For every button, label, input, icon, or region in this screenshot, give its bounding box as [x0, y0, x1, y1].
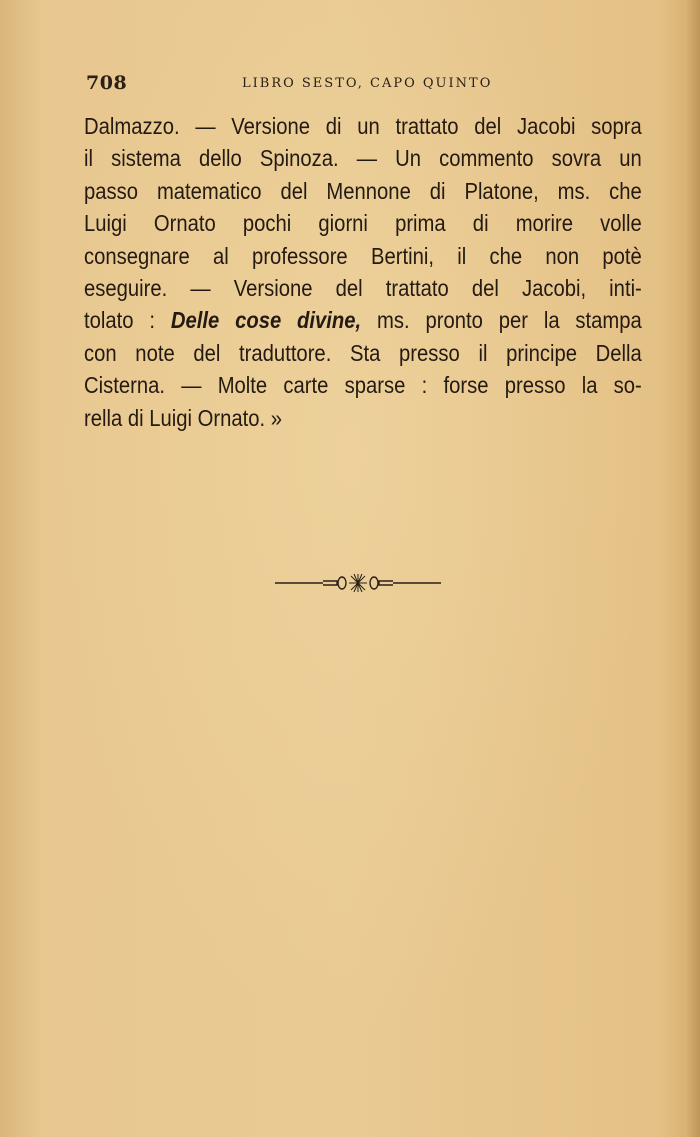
text-line: Luigi Ornato pochi giorni prima di morire volle — [84, 210, 642, 237]
running-head: LIBRO SESTO, CAPO QUINTO — [242, 76, 493, 91]
text-line: eseguire. — Versione del trattato del Jacobi, inti- — [84, 275, 642, 302]
text-segment: tolato : — [84, 307, 171, 334]
page-edge-shadow — [686, 0, 700, 1137]
text-line: passo matematico del Mennone di Platone, ms. che — [84, 177, 642, 204]
text-line: Dalmazzo. — Versione di un trattato del Jacobi sopra — [84, 113, 642, 139]
text-line: con note del traduttore. Sta presso il principe Della — [84, 339, 642, 366]
page-number: 708 — [86, 72, 128, 94]
text-line: il sistema dello Spinoza. — Un commento sovra un — [84, 145, 642, 172]
text-segment: ms. pronto per la stampa — [361, 307, 642, 334]
text-line: Cisterna. — Molte carte sparse : forse presso la so- — [84, 372, 642, 399]
page-header — [86, 72, 646, 96]
book-title-italic: Delle cose divine, — [170, 307, 362, 334]
body-text — [84, 110, 642, 434]
text-line-with-title — [84, 304, 642, 336]
text-line: consegnare al professore Bertini, il che non potè — [84, 242, 642, 269]
tailpiece-fleuron-icon — [273, 570, 443, 596]
text-line: rella di Luigi Ornato. » — [84, 404, 283, 431]
